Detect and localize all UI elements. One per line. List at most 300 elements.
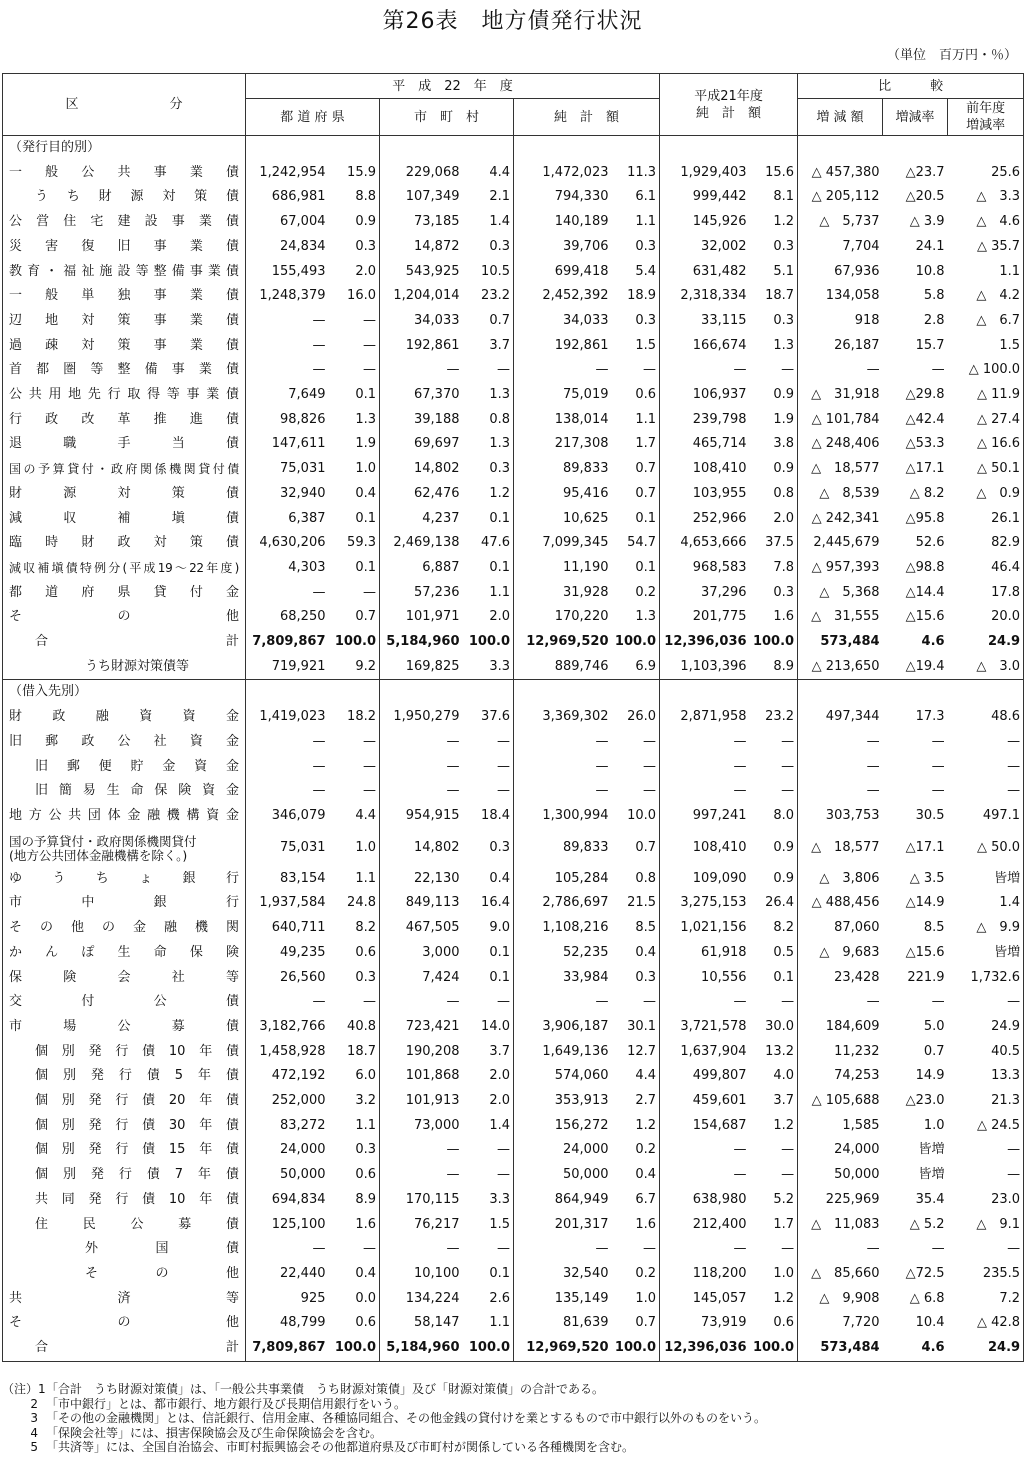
value-cell: 1.7 — [750, 1213, 798, 1238]
value-cell: △ 488,456 — [811, 895, 880, 911]
value-cell: 皆増 — [948, 867, 1024, 892]
value-cell: 100.0 — [750, 630, 798, 655]
value-cell: 640,711 — [271, 920, 326, 936]
value-cell: 0.7 — [612, 829, 660, 867]
table-row — [3, 408, 1024, 433]
value-cell: 75,019 — [563, 387, 609, 403]
value-cell: 12,969,520 — [526, 634, 609, 650]
value-cell: 46.4 — [948, 556, 1024, 581]
value-cell: 100.0 — [750, 1336, 798, 1361]
value-cell: △ 27.4 — [948, 408, 1024, 433]
table-row — [3, 1089, 1024, 1114]
value-cell: 16.4 — [463, 891, 514, 916]
value-cell: 1.5 — [948, 334, 1024, 359]
value-cell: 1.6 — [750, 605, 798, 630]
value-cell: 22,130 — [414, 870, 460, 886]
table-row — [3, 1262, 1024, 1287]
value-cell: 31,928 — [563, 584, 609, 600]
value-cell: — — [329, 1237, 380, 1262]
value-cell: △ 248,406 — [811, 436, 880, 452]
value-cell: — — [750, 1163, 798, 1188]
header-h21: 平成21年度 純 計 額 — [660, 74, 798, 136]
value-cell: 9.2 — [329, 655, 380, 680]
value-cell: 0.7 — [329, 605, 380, 630]
value-cell: 497,344 — [825, 709, 880, 725]
value-cell: 0.2 — [612, 1262, 660, 1287]
value-cell: 0.1 — [463, 507, 514, 532]
value-cell: △ 35.7 — [948, 235, 1024, 260]
table-row — [3, 891, 1024, 916]
value-cell: — — [446, 994, 460, 1010]
header-net: 純 計 額 — [514, 99, 660, 136]
value-cell: 1.1 — [612, 210, 660, 235]
value-cell: 10.4 — [915, 1315, 945, 1331]
note-text: 「共済等」には、全国自治協会、市町村振興協会その他都道府県及び市町村が関係している各種機関を含む。 — [46, 1440, 635, 1454]
value-cell: 83,272 — [280, 1117, 326, 1133]
value-cell: 75,031 — [280, 461, 326, 477]
note-text: 「合計 うち財源対策債」は、「一般公共事業債 うち財源対策債」及び「財源対策債」の合計である。 — [46, 1382, 605, 1396]
value-cell: — — [750, 755, 798, 780]
value-cell: △95.8 — [905, 510, 945, 526]
value-cell: 48,799 — [280, 1315, 326, 1331]
value-cell: 0.4 — [329, 1262, 380, 1287]
value-cell: — — [866, 994, 880, 1010]
value-cell: — — [312, 1241, 326, 1257]
value-cell: △ 6.7 — [948, 309, 1024, 334]
row-label: 交付公債 — [3, 990, 246, 1015]
value-cell: 26.0 — [612, 705, 660, 730]
section-label: （発行目的別） — [3, 136, 246, 161]
value-cell: 11,190 — [563, 559, 609, 575]
value-cell: 14,872 — [414, 238, 460, 254]
value-cell: △29.8 — [905, 387, 945, 403]
value-cell: 12.7 — [612, 1040, 660, 1065]
row-label: 行政改革推進債 — [3, 408, 246, 433]
row-label: 旧郵政公社資金 — [3, 730, 246, 755]
value-cell: 39,706 — [563, 238, 609, 254]
value-cell: — — [312, 733, 326, 749]
value-cell: — — [866, 733, 880, 749]
value-cell: — — [612, 755, 660, 780]
value-cell: 849,113 — [405, 895, 460, 911]
row-label: 減収補塡債 — [3, 507, 246, 532]
value-cell: 34,033 — [563, 312, 609, 328]
value-cell: 0.3 — [750, 309, 798, 334]
table-row — [3, 556, 1024, 581]
value-cell: 166,674 — [692, 337, 747, 353]
value-cell: 0.1 — [750, 966, 798, 991]
table-row — [3, 358, 1024, 383]
value-cell: 101,913 — [405, 1093, 460, 1109]
note-number: 3 — [30, 1411, 38, 1425]
table-row — [3, 1287, 1024, 1312]
value-cell: 723,421 — [405, 1018, 460, 1034]
value-cell: — — [446, 1142, 460, 1158]
table-row — [3, 1336, 1024, 1361]
value-cell: 74,253 — [834, 1068, 880, 1084]
value-cell: 18.7 — [750, 284, 798, 309]
value-cell: 6.1 — [612, 185, 660, 210]
value-cell: 14,802 — [414, 839, 460, 855]
note-line — [2, 1426, 1017, 1441]
value-cell: 12,396,036 — [664, 634, 747, 650]
value-cell: 58,147 — [414, 1315, 460, 1331]
value-cell: 1,204,014 — [393, 288, 460, 304]
value-cell: 89,833 — [563, 839, 609, 855]
value-cell: 0.1 — [463, 1262, 514, 1287]
value-cell: △ 100.0 — [948, 358, 1024, 383]
value-cell: △ 5,737 — [819, 214, 880, 230]
value-cell: 497.1 — [948, 804, 1024, 829]
value-cell: 40.5 — [948, 1040, 1024, 1065]
value-cell: 皆増 — [918, 1167, 945, 1183]
table-row — [3, 383, 1024, 408]
value-cell: 10,625 — [563, 510, 609, 526]
value-cell: △ 242,341 — [811, 510, 880, 526]
value-cell: 0.3 — [750, 581, 798, 606]
table-row — [3, 829, 1024, 867]
value-cell: 100.0 — [612, 1336, 660, 1361]
empty-cell — [660, 680, 750, 705]
row-label: 個別発行債7年債 — [3, 1163, 246, 1188]
value-cell: 2,786,697 — [542, 895, 609, 911]
value-cell: 106,937 — [692, 387, 747, 403]
value-cell: 0.7 — [612, 482, 660, 507]
value-cell: 0.9 — [750, 457, 798, 482]
value-cell: 225,969 — [825, 1191, 880, 1207]
value-cell: — — [733, 733, 747, 749]
value-cell: 2.6 — [463, 1287, 514, 1312]
value-cell: 997,241 — [692, 807, 747, 823]
value-cell: 6,387 — [288, 510, 326, 526]
value-cell: △ 31,918 — [811, 387, 880, 403]
row-label: その他の金融機関 — [3, 916, 246, 941]
value-cell: 3.3 — [463, 655, 514, 680]
value-cell: △ 3.0 — [948, 655, 1024, 680]
value-cell: 192,861 — [554, 337, 609, 353]
value-cell: 39,188 — [414, 411, 460, 427]
value-cell: △ 457,380 — [811, 164, 880, 180]
value-cell: — — [312, 783, 326, 799]
value-cell: △ 9.1 — [948, 1213, 1024, 1238]
value-cell: 3.7 — [463, 1040, 514, 1065]
row-label: 退職手当債 — [3, 432, 246, 457]
value-cell: 1.0 — [329, 457, 380, 482]
value-cell: 10.8 — [915, 263, 945, 279]
row-label: その他 — [3, 605, 246, 630]
row-label: 教育・福祉施設等整備事業債 — [3, 260, 246, 285]
value-cell: 8.9 — [750, 655, 798, 680]
table-row — [3, 1311, 1024, 1336]
value-cell: △ 3,806 — [819, 870, 880, 886]
value-cell: 1.2 — [750, 1287, 798, 1312]
value-cell: 574,060 — [554, 1068, 609, 1084]
value-cell: 1,585 — [842, 1117, 880, 1133]
row-label: ゆうちょ銀行 — [3, 867, 246, 892]
value-cell: 170,115 — [405, 1191, 460, 1207]
value-cell: 11.3 — [612, 161, 660, 186]
value-cell: 134,058 — [825, 288, 880, 304]
value-cell: — — [312, 362, 326, 378]
value-cell: 0.3 — [329, 235, 380, 260]
table-row — [3, 260, 1024, 285]
value-cell: 21.3 — [948, 1089, 1024, 1114]
value-cell: — — [463, 1163, 514, 1188]
value-cell: — — [931, 1241, 945, 1257]
value-cell: — — [463, 358, 514, 383]
value-cell: 1.2 — [750, 210, 798, 235]
value-cell: 0.1 — [612, 507, 660, 532]
empty-cell — [660, 136, 750, 161]
value-cell: — — [948, 1138, 1024, 1163]
table-row — [3, 1138, 1024, 1163]
value-cell: 62,476 — [414, 485, 460, 501]
value-cell: 1.2 — [612, 1114, 660, 1139]
value-cell: — — [948, 990, 1024, 1015]
value-cell: 7,809,867 — [246, 1336, 329, 1361]
header-hikaku: 比 較 — [798, 74, 1024, 99]
value-cell: 0.3 — [463, 235, 514, 260]
table-row — [3, 730, 1024, 755]
value-cell: 101,868 — [405, 1068, 460, 1084]
value-cell: 32,002 — [701, 238, 747, 254]
value-cell: △ 957,393 — [811, 559, 880, 575]
value-cell: 925 — [300, 1290, 326, 1306]
value-cell: △ 8,539 — [819, 485, 880, 501]
note-line — [2, 1397, 1017, 1412]
value-cell: 1.4 — [463, 210, 514, 235]
value-cell: 4.0 — [750, 1064, 798, 1089]
section-row — [3, 136, 1024, 161]
value-cell: — — [948, 779, 1024, 804]
value-cell: △ 4.6 — [948, 210, 1024, 235]
value-cell: 2.0 — [463, 1089, 514, 1114]
table-row — [3, 1040, 1024, 1065]
value-cell: — — [595, 758, 609, 774]
value-cell: △15.6 — [905, 944, 945, 960]
value-cell: 2.8 — [923, 312, 945, 328]
value-cell: 0.3 — [612, 309, 660, 334]
value-cell: 118,200 — [692, 1265, 747, 1281]
value-cell: — — [866, 758, 880, 774]
value-cell: — — [612, 1237, 660, 1262]
table-row — [3, 284, 1024, 309]
table-row — [3, 941, 1024, 966]
value-cell: △53.3 — [905, 436, 945, 452]
value-cell: 155,493 — [271, 263, 326, 279]
value-cell: 4,630,206 — [259, 535, 326, 551]
table-row — [3, 1188, 1024, 1213]
value-cell: △ 11.9 — [948, 383, 1024, 408]
value-cell: 1,248,379 — [259, 288, 326, 304]
value-cell: — — [931, 758, 945, 774]
table-row — [3, 1237, 1024, 1262]
value-cell: — — [612, 358, 660, 383]
value-cell: 6.0 — [329, 1064, 380, 1089]
value-cell: 1.1 — [463, 1311, 514, 1336]
value-cell: △ 101,784 — [811, 411, 880, 427]
value-cell: 5.0 — [923, 1018, 945, 1034]
value-cell: 1.0 — [612, 1287, 660, 1312]
value-cell: 140,189 — [554, 214, 609, 230]
value-cell: — — [866, 1241, 880, 1257]
value-cell: 694,834 — [271, 1191, 326, 1207]
value-cell: 1.2 — [463, 482, 514, 507]
value-cell: △42.4 — [905, 411, 945, 427]
value-cell: — — [750, 1237, 798, 1262]
value-cell: 35.4 — [915, 1191, 945, 1207]
value-cell: 24,834 — [280, 238, 326, 254]
value-cell: 1.0 — [329, 829, 380, 867]
value-cell: 794,330 — [554, 189, 609, 205]
value-cell: 190,208 — [405, 1043, 460, 1059]
value-cell: △ 6.8 — [909, 1290, 945, 1306]
value-cell: 0.9 — [750, 829, 798, 867]
value-cell: — — [312, 312, 326, 328]
value-cell: 87,060 — [834, 920, 880, 936]
value-cell: 26,560 — [280, 969, 326, 985]
table-row — [3, 1114, 1024, 1139]
note-text: 「その他の金融機関」とは、信託銀行、信用金庫、各種協同組合、その他金銭の貸付けを業とするもので市中銀行以外のものをいう。 — [46, 1411, 767, 1425]
value-cell: 0.8 — [612, 867, 660, 892]
value-cell: — — [733, 1142, 747, 1158]
value-cell: 61,918 — [701, 944, 747, 960]
table-row — [3, 1163, 1024, 1188]
value-cell: 108,410 — [692, 461, 747, 477]
row-label: 共同発行債10年債 — [3, 1188, 246, 1213]
value-cell: 100.0 — [612, 630, 660, 655]
value-cell: 24.9 — [948, 1336, 1024, 1361]
value-cell: 1.1 — [329, 867, 380, 892]
value-cell: 3.3 — [463, 1188, 514, 1213]
value-cell: 50,000 — [280, 1167, 326, 1183]
value-cell: — — [750, 990, 798, 1015]
value-cell: 皆増 — [918, 1142, 945, 1158]
row-label: 旧郵便貯金資金 — [3, 755, 246, 780]
value-cell: 7,720 — [842, 1315, 880, 1331]
row-label: 住民公募債 — [3, 1213, 246, 1238]
header-inc: 増 減 額 — [798, 99, 883, 136]
value-cell: 8.2 — [329, 916, 380, 941]
value-cell: △23.0 — [905, 1093, 945, 1109]
value-cell: △72.5 — [905, 1265, 945, 1281]
value-cell: 24.9 — [948, 1015, 1024, 1040]
row-label: かんぽ生命保険 — [3, 941, 246, 966]
value-cell: 0.1 — [463, 966, 514, 991]
value-cell: 4.4 — [463, 161, 514, 186]
value-cell: 239,798 — [692, 411, 747, 427]
value-cell: — — [733, 1241, 747, 1257]
value-cell: 101,971 — [405, 609, 460, 625]
table-row — [3, 531, 1024, 556]
value-cell: △ 0.9 — [948, 482, 1024, 507]
table-row — [3, 755, 1024, 780]
value-cell: 0.2 — [612, 1138, 660, 1163]
value-cell: 0.3 — [612, 235, 660, 260]
value-cell: 52.6 — [915, 535, 945, 551]
value-cell: — — [931, 783, 945, 799]
value-cell: 5.8 — [923, 288, 945, 304]
value-cell: 12,396,036 — [660, 1336, 750, 1361]
value-cell: 83,154 — [280, 870, 326, 886]
value-cell: 24,000 — [834, 1142, 880, 1158]
value-cell: 8.9 — [329, 1188, 380, 1213]
row-label: 一般単独事業債 — [3, 284, 246, 309]
value-cell: 2,318,334 — [680, 288, 747, 304]
value-cell: 154,687 — [692, 1117, 747, 1133]
value-cell: 5.2 — [750, 1188, 798, 1213]
value-cell: 0.1 — [612, 556, 660, 581]
value-cell: 10,100 — [414, 1265, 460, 1281]
value-cell: 201,775 — [692, 609, 747, 625]
row-label: 市中銀行 — [3, 891, 246, 916]
row-label: 旧簡易生命保険資金 — [3, 779, 246, 804]
value-cell: 638,980 — [692, 1191, 747, 1207]
value-cell: 2,469,138 — [393, 535, 460, 551]
value-cell: 0.9 — [329, 210, 380, 235]
value-cell: 4.6 — [883, 1336, 948, 1361]
empty-cell — [329, 136, 380, 161]
table-row — [3, 966, 1024, 991]
value-cell: 26.1 — [948, 507, 1024, 532]
value-cell: 0.1 — [329, 383, 380, 408]
value-cell: 156,272 — [554, 1117, 609, 1133]
value-cell: 3.8 — [750, 432, 798, 457]
value-cell: 68,250 — [280, 609, 326, 625]
value-cell: 73,185 — [414, 214, 460, 230]
value-cell: 14.0 — [463, 1015, 514, 1040]
row-label: その他 — [3, 1311, 246, 1336]
value-cell: 918 — [854, 312, 880, 328]
row-label: 個別発行債20年債 — [3, 1089, 246, 1114]
value-cell: — — [931, 733, 945, 749]
value-cell: 0.4 — [612, 941, 660, 966]
value-cell: 103,955 — [692, 485, 747, 501]
value-cell: 1.3 — [463, 432, 514, 457]
value-cell: 23.2 — [750, 705, 798, 730]
value-cell: 4,653,666 — [680, 535, 747, 551]
value-cell: △ 50.0 — [948, 829, 1024, 867]
value-cell: 1.1 — [612, 408, 660, 433]
value-cell: 2.0 — [329, 260, 380, 285]
table-row — [3, 334, 1024, 359]
value-cell: △17.1 — [905, 839, 945, 855]
value-cell: 100.0 — [463, 1336, 514, 1361]
value-cell: 50,000 — [834, 1167, 880, 1183]
value-cell: 24.9 — [948, 630, 1024, 655]
value-cell: △ 85,660 — [811, 1265, 880, 1281]
header-city: 市 町 村 — [380, 99, 514, 136]
unit-label: （単位 百万円・％） — [886, 48, 1017, 63]
value-cell: — — [612, 990, 660, 1015]
table-row — [3, 309, 1024, 334]
value-cell: 1,300,994 — [542, 807, 609, 823]
value-cell: 18.2 — [329, 705, 380, 730]
value-cell: 1,637,904 — [680, 1043, 747, 1059]
value-cell: — — [750, 1138, 798, 1163]
table-row — [3, 210, 1024, 235]
value-cell: 212,400 — [692, 1216, 747, 1232]
value-cell: 0.7 — [612, 457, 660, 482]
value-cell: 48.6 — [948, 705, 1024, 730]
value-cell: — — [463, 990, 514, 1015]
value-cell: △14.4 — [905, 584, 945, 600]
empty-cell — [612, 680, 660, 705]
value-cell: 37.6 — [463, 705, 514, 730]
table-row — [3, 605, 1024, 630]
table-row — [3, 235, 1024, 260]
value-cell: △ 205,112 — [811, 189, 880, 205]
